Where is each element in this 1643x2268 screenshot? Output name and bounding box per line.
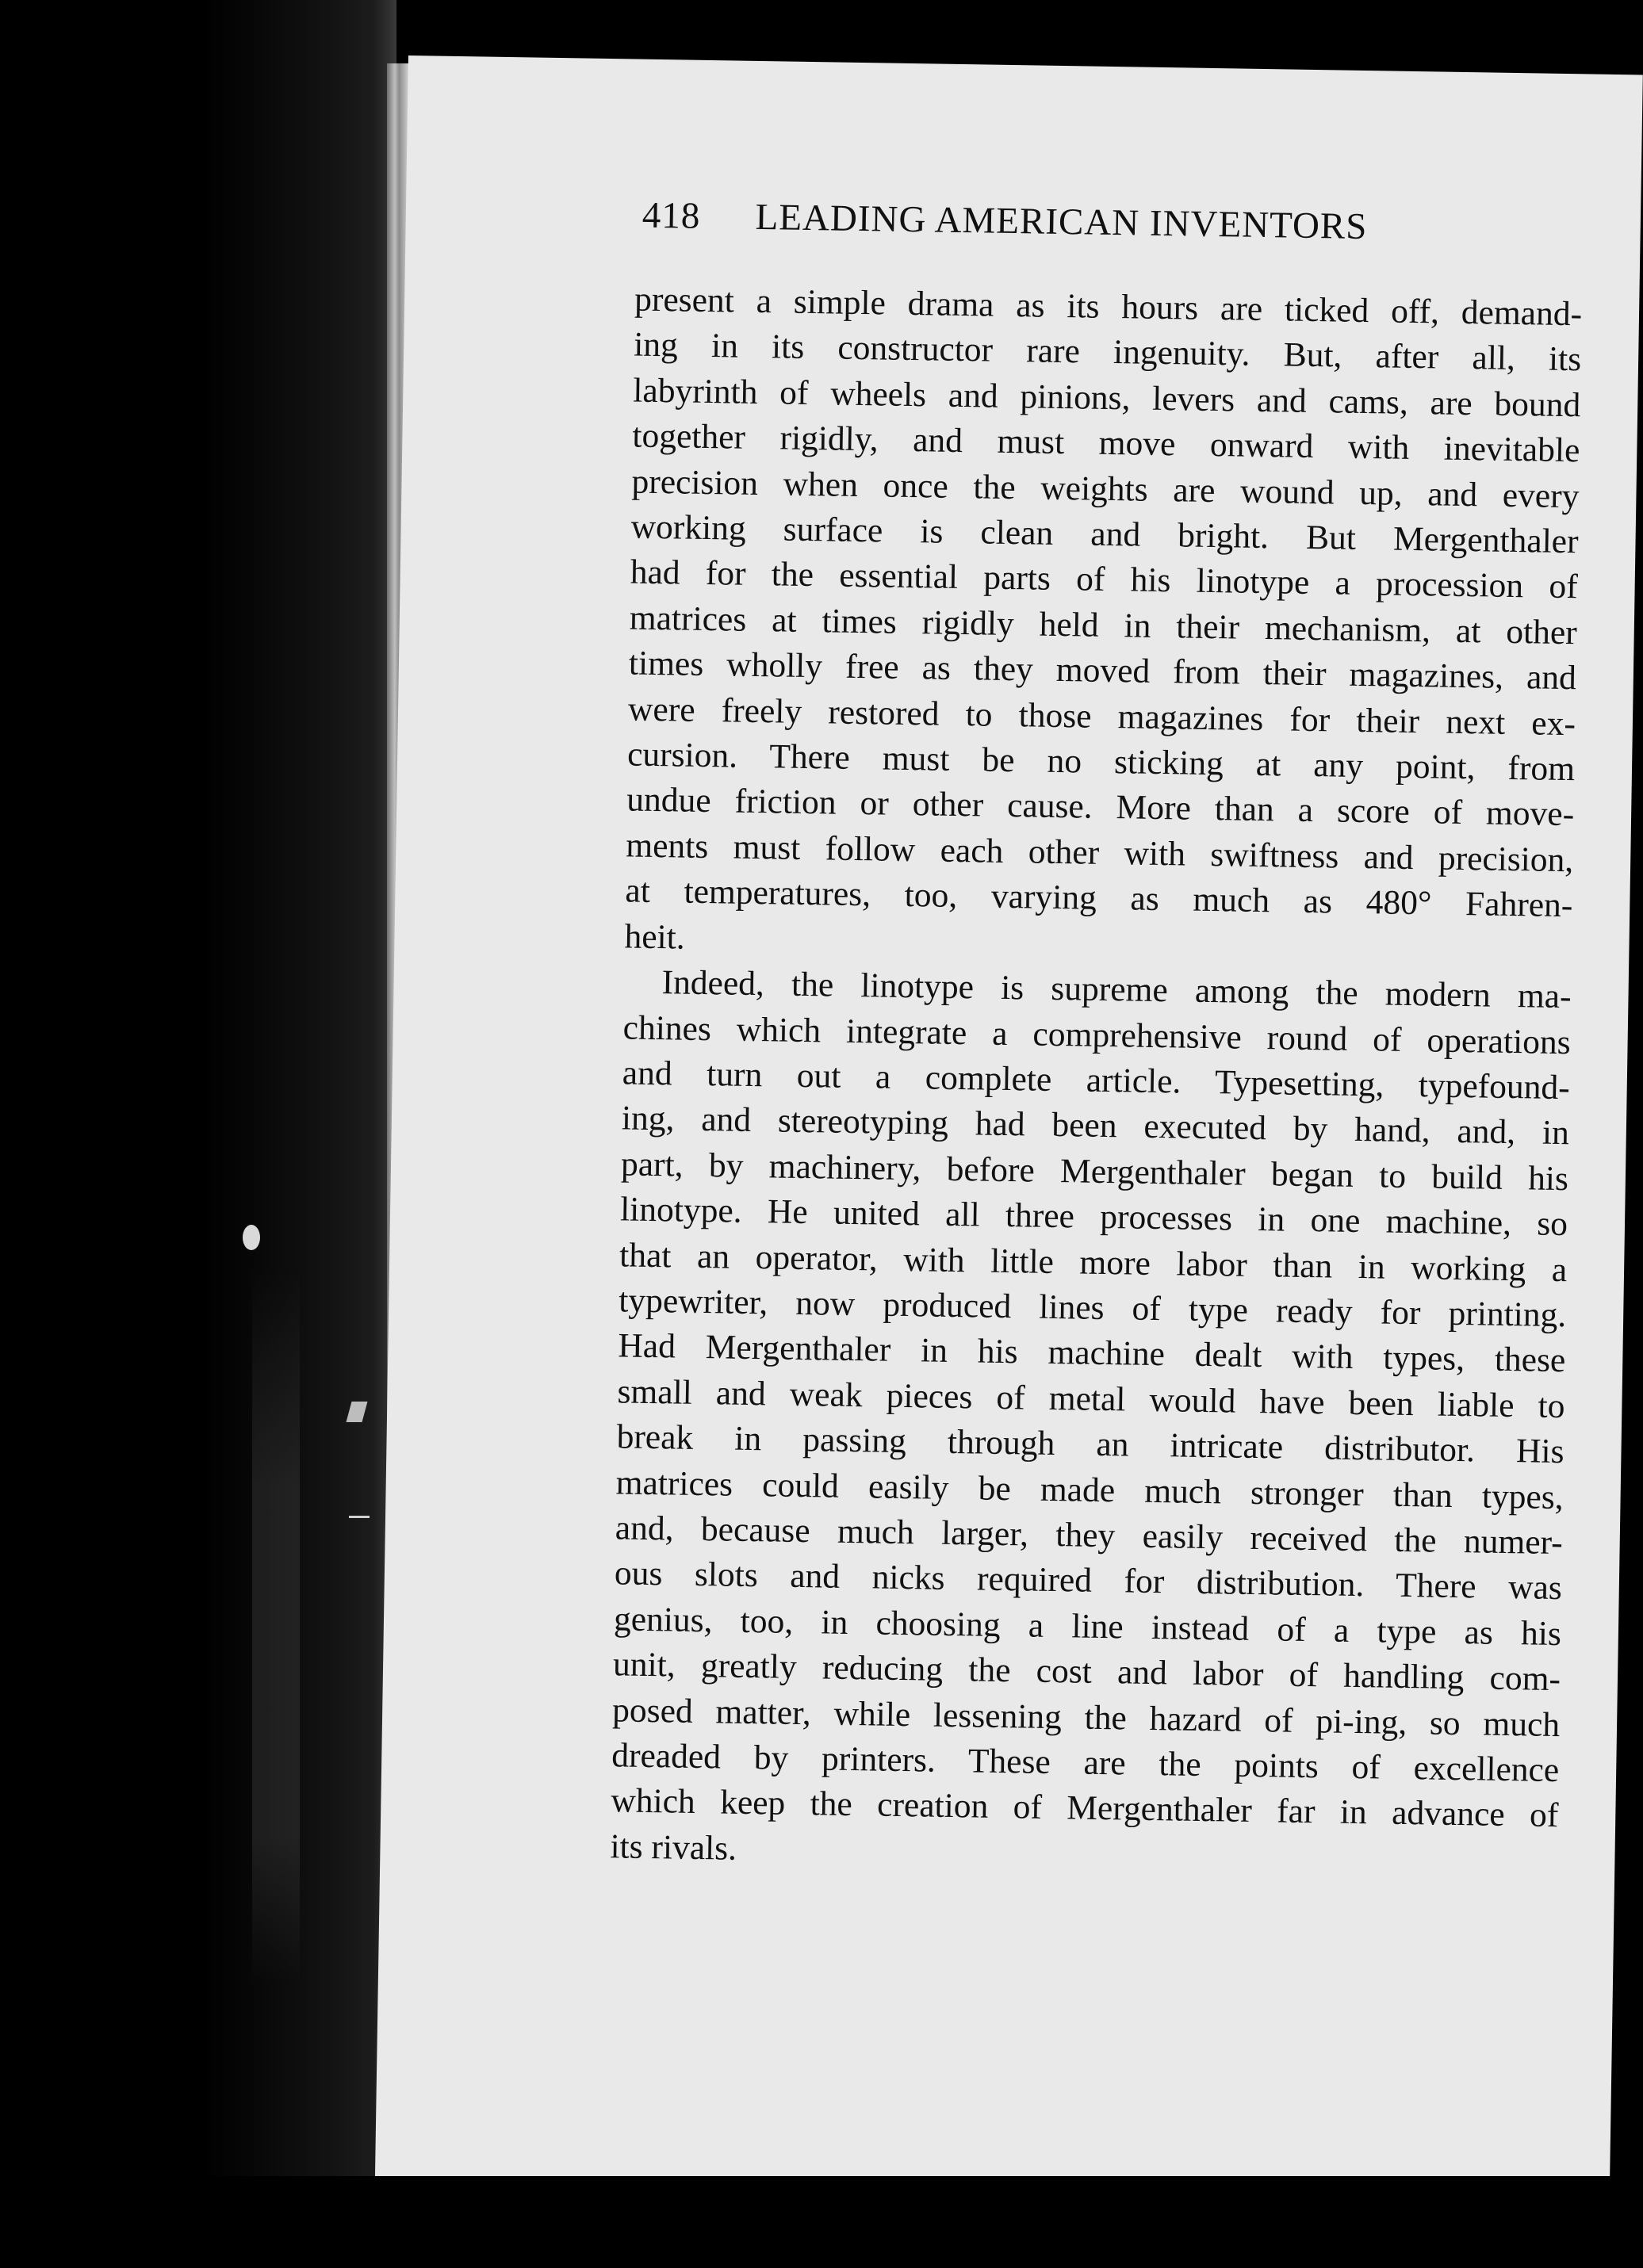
text-line: typewriter, now produced lines of type ready for printing. <box>618 1281 1567 1335</box>
text-line: together rigidly, and must move onward with inevitable <box>632 416 1580 470</box>
text-line: Indeed, the linotype is supreme among the modern ma- <box>661 963 1572 1016</box>
text-line: ous slots and nicks required for distribution. There was <box>614 1554 1563 1608</box>
book-page <box>375 55 1643 2199</box>
text-line: times wholly free as they moved from their magazines, and <box>628 644 1577 698</box>
paragraph <box>610 960 1572 1885</box>
spine-mark <box>243 1225 260 1250</box>
text-line: chines which integrate a comprehensive round of operations <box>622 1008 1572 1061</box>
text-line: matrices could easily be made much stronger than types, <box>615 1463 1564 1516</box>
text-line: labyrinth of wheels and pinions, levers and cams, are bound <box>633 371 1581 425</box>
text-line: cursion. There must be no sticking at any point, from <box>626 735 1576 789</box>
text-line: unit, greatly reducing the cost and labor of handling com- <box>612 1645 1561 1699</box>
text-line: working surface is clean and bright. But Mergenthaler <box>630 507 1579 561</box>
text-line: precision when once the weights are wound up, and every <box>631 462 1580 515</box>
text-line: Had Mergenthaler in his machine dealt with types, these <box>618 1326 1566 1380</box>
text-line: matrices at times rigidly held in their mechanism, at other <box>629 599 1578 652</box>
text-line: ments must follow each other with swiftness and precision, <box>626 826 1574 880</box>
text-line: heit. <box>624 917 686 957</box>
text-line: posed matter, while lessening the hazard of pi-ing, so much <box>611 1690 1561 1744</box>
text-line: present a simple drama as its hours are ticked off, demand- <box>634 280 1583 334</box>
text-line: ing in its constructor rare ingenuity. But, after all, its <box>633 325 1582 379</box>
text-line: were freely restored to those magazines for their next ex- <box>627 690 1576 743</box>
text-line: ing, and stereotyping had been executed by hand, and, in <box>621 1099 1570 1153</box>
text-line: linotype. He united all three processes in one machine, so <box>619 1190 1568 1244</box>
page-number: 418 <box>641 194 701 237</box>
running-head: LEADING AMERICAN INVENTORS <box>755 196 1368 248</box>
text-line: part, by machinery, before Mergenthaler began to build his <box>620 1145 1569 1198</box>
text-line: which keep the creation of Mergenthaler far in advance of <box>611 1781 1559 1835</box>
text-line: genius, too, in choosing a line instead of a type as his <box>613 1600 1562 1653</box>
spine-mark <box>349 1516 370 1518</box>
text-line: and, because much larger, they easily received the numer- <box>615 1509 1564 1562</box>
scan-border <box>0 2176 1643 2268</box>
text-line: dreaded by printers. These are the points of excellence <box>611 1736 1560 1790</box>
text-line: its rivals. <box>610 1827 737 1868</box>
text-line: that an operator, with little more labor than in working a <box>619 1235 1568 1289</box>
text-line: at temperatures, too, varying as much as 480° Fahren- <box>625 871 1573 925</box>
text-line: break in passing through an intricate distributor. His <box>616 1417 1564 1471</box>
body-text <box>610 277 1582 1885</box>
text-line: undue friction or other cause. More than a score of move- <box>626 780 1575 834</box>
text-line: and turn out a complete article. Typesetting, typefound- <box>622 1054 1571 1107</box>
paragraph <box>624 277 1582 975</box>
spine-lettering <box>252 1268 300 1982</box>
text-line: small and weak pieces of metal would have been liable to <box>617 1372 1565 1425</box>
page-header <box>641 194 1546 251</box>
text-line: had for the essential parts of his linotype a procession of <box>630 553 1579 606</box>
